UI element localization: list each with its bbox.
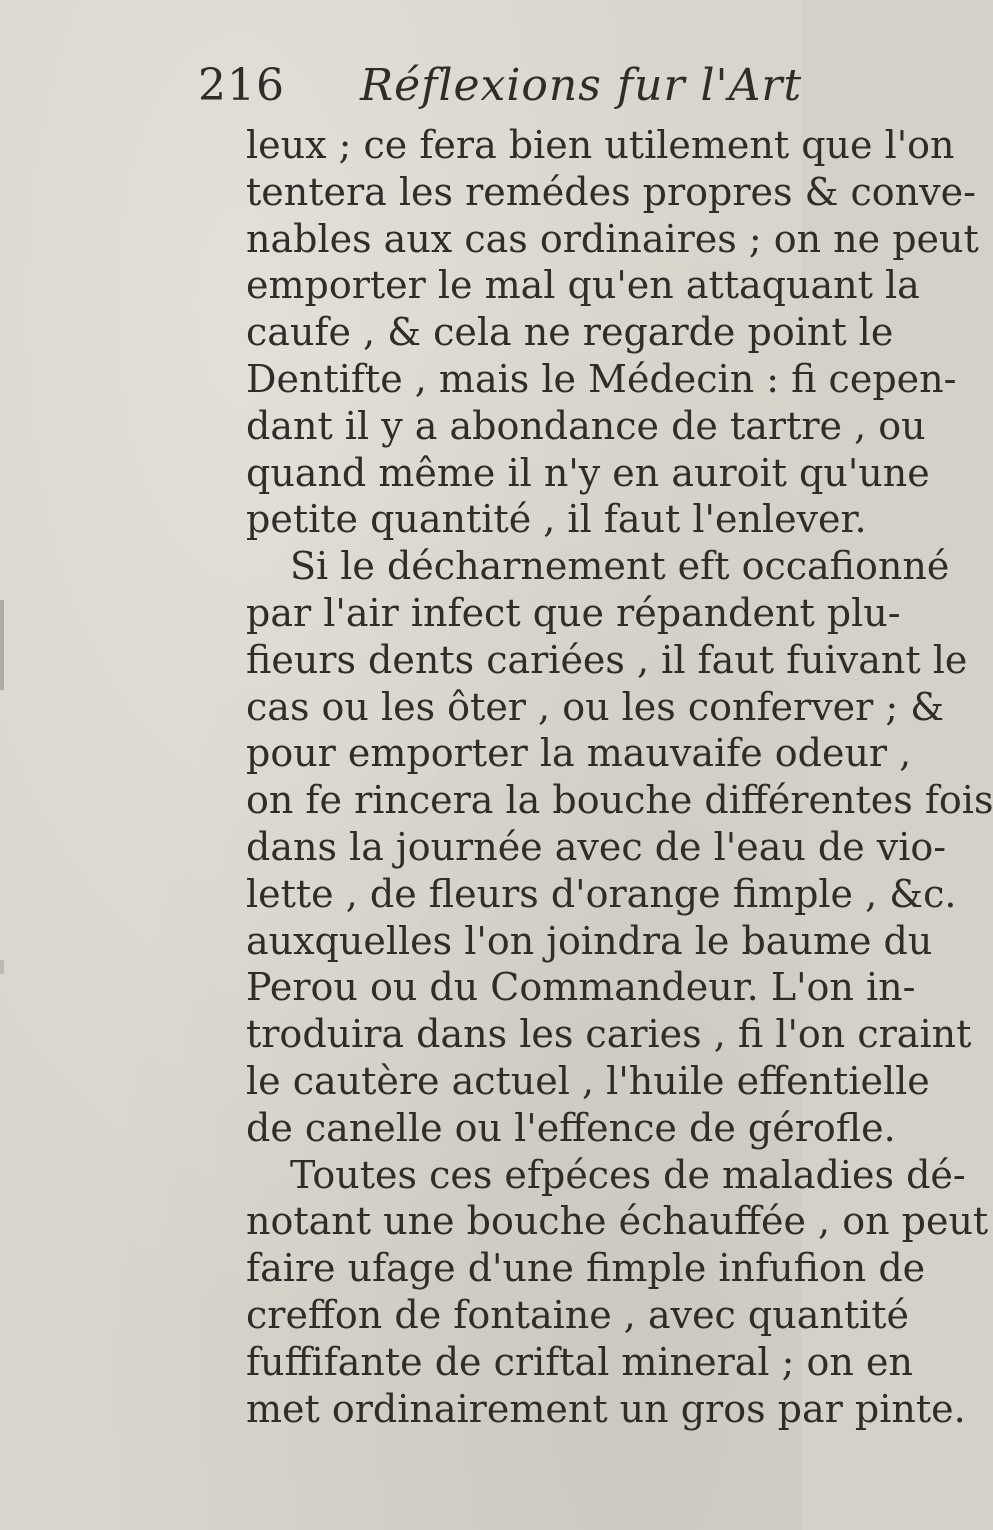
text-line: dant il y a abondance de tartre , ou xyxy=(246,403,926,448)
text-line: par l'air infect que répandent plu- xyxy=(246,590,901,635)
text-line: faire ufage d'une fimple infufion de xyxy=(246,1246,926,1291)
text-line: auxquelles l'on joindra le baume du xyxy=(246,918,933,963)
margin-mark xyxy=(0,600,4,690)
paragraph-start-line: Si le décharnement eft occafionné xyxy=(290,544,950,589)
page-header xyxy=(198,60,802,111)
text-line: de canelle ou l'effence de gérofle. xyxy=(246,1105,896,1150)
paragraph-start-line: Toutes ces efpéces de maladies dé- xyxy=(290,1152,966,1197)
text-line: caufe , & cela ne regarde point le xyxy=(246,310,894,355)
text-line: leux ; ce fera bien utilement que l'on xyxy=(246,123,955,167)
text-line: notant une bouche échauffée , on peut xyxy=(246,1199,989,1244)
text-line: Perou ou du Commandeur. L'on in- xyxy=(246,965,916,1010)
text-line: quand même il n'y en auroit qu'une xyxy=(246,450,930,495)
page-number: 216 xyxy=(198,60,285,111)
running-title: Réflexions fur l'Art xyxy=(359,60,803,111)
body-text xyxy=(246,122,993,1432)
text-line: lette , de fleurs d'orange fimple , &c. xyxy=(246,871,957,916)
text-line: Dentifte , mais le Médecin : fi cepen- xyxy=(246,356,957,401)
text-line: nables aux cas ordinaires ; on ne peut xyxy=(246,216,979,261)
text-line: cas ou les ôter , ou les conferver ; & xyxy=(246,684,945,729)
text-line: petite quantité , il faut l'enlever. xyxy=(246,497,867,542)
text-line: tentera les remédes propres & conve- xyxy=(246,169,976,214)
text-line: fuffifante de criftal mineral ; on en xyxy=(246,1339,913,1384)
text-line: le cautère actuel , l'huile effentielle xyxy=(246,1058,930,1103)
text-line: fieurs dents cariées , il faut fuivant le xyxy=(246,637,968,682)
text-line: on fe rincera la bouche différentes fois xyxy=(246,778,993,823)
text-line: troduira dans les caries , fi l'on craint xyxy=(246,1012,972,1057)
text-line: creffon de fontaine , avec quantité xyxy=(246,1292,910,1337)
text-line: emporter le mal qu'en attaquant la xyxy=(246,263,920,308)
text-line: pour emporter la mauvaife odeur , xyxy=(246,731,912,776)
text-line: met ordinairement un gros par pinte. xyxy=(246,1386,966,1431)
margin-mark xyxy=(0,960,4,974)
text-line: dans la journée avec de l'eau de vio- xyxy=(246,824,947,869)
